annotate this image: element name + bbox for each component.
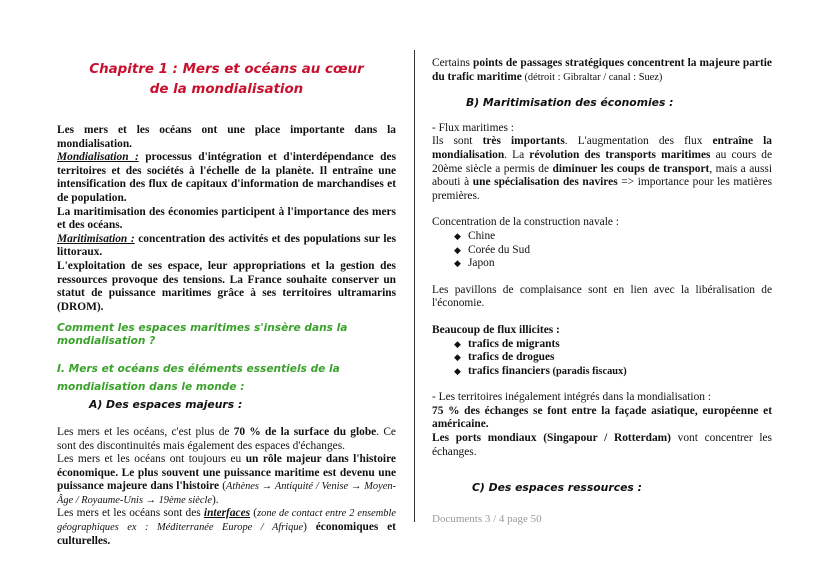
list-item: ◆ trafics de drogues (454, 351, 555, 364)
diamond-bullet-icon: ◆ (454, 258, 461, 269)
list-item: ◆ Japon (454, 257, 495, 270)
list-item: ◆ trafics financiers (paradis fiscaux) (454, 364, 627, 377)
subheading-c: C) Des espaces ressources : (472, 481, 642, 495)
list-item: ◆ Corée du Sud (454, 243, 531, 256)
diamond-bullet-icon: ◆ (454, 244, 461, 255)
territoires-label: - Les territoires inégalement intégrés dans la mondialisation : (432, 391, 711, 404)
diamond-bullet-icon: ◆ (454, 230, 461, 241)
diamond-bullet-icon: ◆ (454, 338, 461, 349)
diamond-bullet-icon: ◆ (454, 352, 461, 363)
subheading-b: B) Maritimisation des économies : (466, 96, 674, 110)
naval-list (432, 230, 772, 271)
list-item: ◆ Chine (454, 229, 496, 242)
term-mondialisation: Mondialisation : (57, 151, 139, 164)
paragraph-flux: Ils sont très importants. L'augmentation des flux entraîne la mondialisation. La révolution des transports maritimes au cours de 20ème siècle a permis de diminuer les coups de transport, mais a aussi abouti à une spécialisation des navires => importance pour les matières premières. (432, 135, 773, 202)
paragraph-passages: Certains points de passages stratégiques concentrent la majeure partie du trafic maritime (détroit : Gibraltar / canal : Suez) (432, 57, 772, 83)
diamond-bullet-icon: ◆ (454, 365, 461, 376)
maritimisation-paragraph: La maritimisation des économies participent à l'importance des mers et des océans. (57, 205, 396, 232)
subheading-a: A) Des espaces majeurs : (89, 398, 243, 412)
problematique-question: Comment les espaces maritimes s'insère dans la mondialisation ? (57, 322, 348, 348)
illicit-list (432, 338, 772, 379)
paragraph-pavillons: Les pavillons de complaisance sont en lien avec la libéralisation de l'économie. (432, 283, 772, 310)
illicit-label: Beaucoup de flux illicites : (432, 323, 560, 336)
paragraph-echanges: 75 % des échanges se font entre la façade asiatique, européenne et américaine. (432, 404, 772, 431)
chapter-title: Chapitre 1 : Mers et océans au cœur de la mondialisation (89, 62, 364, 97)
definition-maritimisation: Maritimisation : concentration des activités et des populations sur les littoraux. (57, 232, 397, 259)
left-column (57, 60, 396, 548)
paragraph-ports: Les ports mondiaux (Singapour / Rotterdam) vont concentrer les échanges. (432, 432, 772, 458)
term-maritimisation: Maritimisation : (57, 232, 135, 245)
naval-label: Concentration de la construction navale : (432, 216, 619, 229)
definition-mondialisation: Mondialisation : processus d'intégration et d'interdépendance des territoires et des sociétés à l'échelle de la planète. Il entraîne une intensification des flux de capitaux d'information de marchandises et de population. (57, 151, 396, 204)
exploitation-paragraph: L'exploitation de ses espace, leur appropriations et la gestion des ressources provoque des tensions. La France souhaite conserver un statut de puissance maritimes grâce à ses territoires ultramarins (DROM). (57, 259, 396, 313)
paragraph-history: Les mers et les océans ont toujours eu un rôle majeur dans l'histoire économique. Le plus souvent une puissance maritime est devenu une puissance majeure dans l'histoire (Athènes → Antiquité / Venise → Moyen-Âge / Royaume-Unis → 19ème siècle). (57, 453, 396, 506)
right-column (432, 57, 772, 537)
column-divider (414, 50, 415, 522)
list-item: ◆ trafics de migrants (454, 337, 560, 350)
paragraph-interfaces: Les mers et les océans sont des interfaces (zone de contact entre 2 ensemble géographiques ex : Méditerranée Europe / Afrique) économiques et culturelles. (57, 507, 396, 547)
intro-paragraph: Les mers et les océans ont une place importante dans la mondialisation. (57, 124, 396, 150)
part-one-heading: I. Mers et océans des éléments essentiels de la mondialisation dans le monde : (57, 363, 340, 394)
page-footer: Documents 3 / 4 page 50 (432, 512, 542, 525)
paragraph-surface: Les mers et les océans, c'est plus de 70 % de la surface du globe. Ce sont des discontinuités mais également des espaces d'échanges. (57, 425, 396, 452)
flux-label: - Flux maritimes : (432, 121, 514, 134)
